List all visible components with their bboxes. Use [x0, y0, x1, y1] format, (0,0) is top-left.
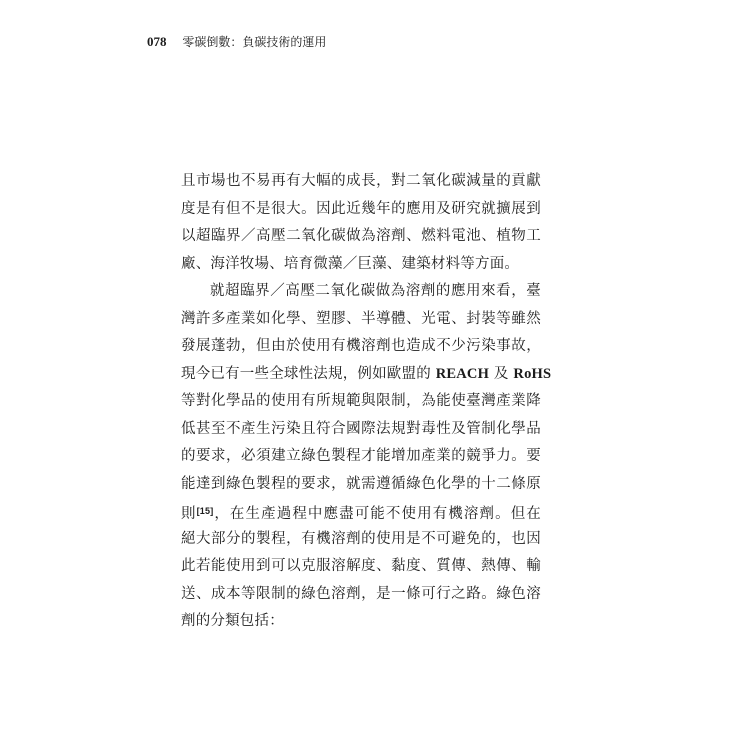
running-head-title: 零碳倒數：負碳技術的運用 [182, 35, 327, 49]
text-line: 送、成本等限制的綠色溶劑，是一條可行之路。綠色溶 [181, 585, 541, 602]
citation-marker: [15] [196, 506, 214, 516]
page-number: 078 [147, 34, 167, 49]
running-head [147, 34, 326, 50]
text-line: 且市場也不易再有大幅的成長，對二氧化碳減量的貢獻 [181, 173, 541, 189]
text-line: 發展蓬勃，但由於使用有機溶劑也造成不少污染事故， [181, 338, 541, 354]
reach-regulation: REACH [435, 365, 490, 382]
body-text [181, 168, 552, 636]
text-line: 此若能使用到可以克服溶解度、黏度、質傳、熱傳、輸 [181, 558, 541, 574]
text-fragment: 及 [489, 365, 514, 382]
text-line: 絕大部分的製程，有機溶劑的使用是不可避免的，也因 [181, 530, 541, 547]
text-line: 度是有但不是很大。因此近幾年的應用及研究就擴展到 [181, 200, 541, 217]
text-fragment: 則 [181, 506, 197, 522]
text-fragment: 現今已有一些全球性法規，例如歐盟的 [181, 365, 436, 382]
text-line: 廠、海洋牧場、培育微藻／巨藻、建築材料等方面。 [181, 255, 520, 272]
text-line: 就超臨界／高壓二氧化碳做為溶劑的應用來看，臺 [210, 283, 541, 299]
text-line: 劑的分類包括： [181, 613, 284, 629]
text-line [181, 498, 541, 526]
text-line: 等對化學品的使用有所規範與限制，為能使臺灣產業降 [181, 393, 541, 409]
rohs-regulation: RoHS [513, 365, 552, 382]
text-line: 的要求，必須建立綠色製程才能增加產業的競爭力。要 [181, 448, 541, 464]
text-line: 能達到綠色製程的要求，就需遵循綠色化學的十二條原 [181, 475, 541, 492]
text-line [181, 361, 552, 389]
text-line: 灣許多產業如化學、塑膠、半導體、光電、封裝等雖然 [181, 310, 541, 327]
text-line: 低甚至不產生污染且符合國際法規對毒性及管制化學品 [181, 420, 541, 437]
text-fragment: ，在生產過程中應盡可能不使用有機溶劑。但在 [213, 506, 542, 522]
text-line: 以超臨界／高壓二氧化碳做為溶劑、燃料電池、植物工 [181, 228, 541, 244]
paragraph [181, 278, 552, 636]
paragraph [181, 168, 541, 278]
